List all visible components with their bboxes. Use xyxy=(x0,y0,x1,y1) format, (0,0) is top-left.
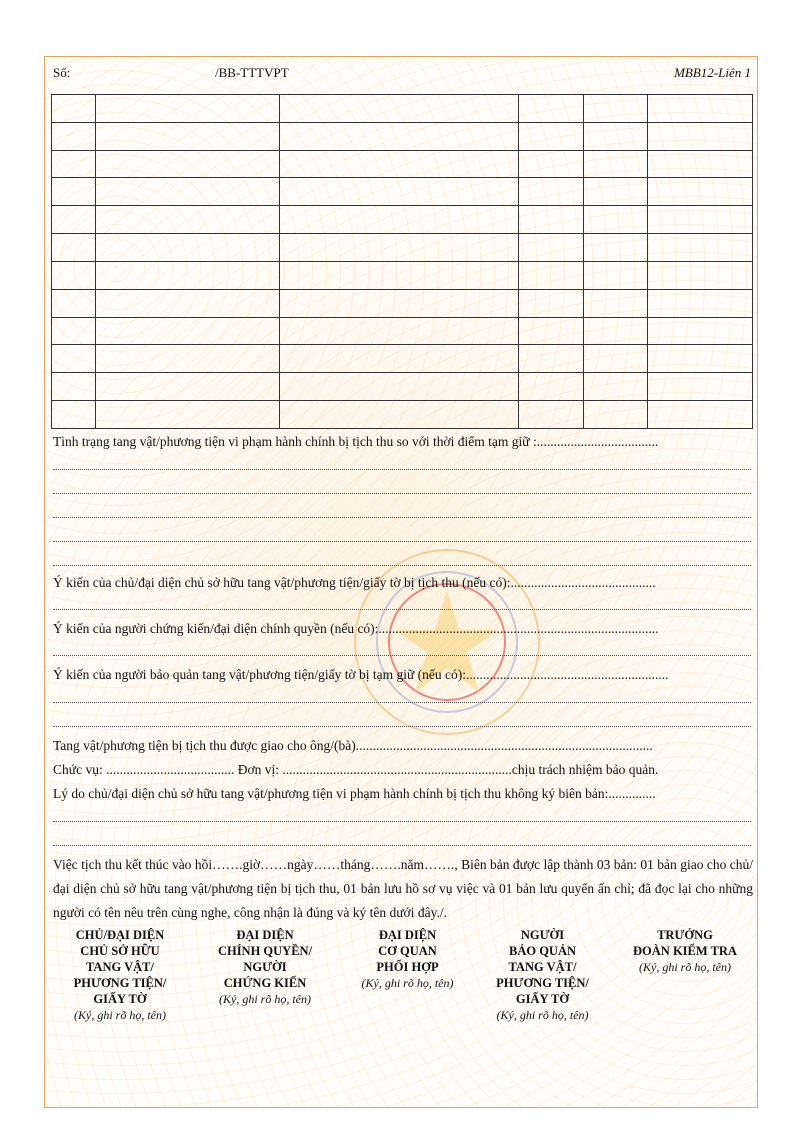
table-cell[interactable] xyxy=(584,373,648,401)
table-cell[interactable] xyxy=(648,401,753,429)
signature-note: (Ký, ghi rõ họ, tên) xyxy=(639,960,731,974)
signature-title-line: PHƯƠNG TIỆN/ xyxy=(496,976,589,990)
tinh-trang-field[interactable]: Tình trạng tang vật/phương tiện vi phạm hành chính bị tịch thu so với thời điểm tạm giữ :.................................... xyxy=(53,434,659,449)
signature-title-line: NGƯỜI xyxy=(243,960,287,974)
signature-title-line: NGƯỜI xyxy=(520,928,565,942)
table-cell[interactable] xyxy=(584,150,648,178)
table-cell[interactable] xyxy=(279,317,519,345)
tinh-trang-line[interactable] xyxy=(53,541,751,542)
table-cell[interactable] xyxy=(584,122,648,150)
table-row xyxy=(52,401,753,429)
y-kien-chu-field[interactable]: Ý kiến của chủ/đại diện chủ sở hữu tang vật/phương tiện/giấy tờ bị tịch thu (nếu có):........................................... xyxy=(53,575,656,590)
table-cell[interactable] xyxy=(519,95,584,123)
table-cell[interactable] xyxy=(519,122,584,150)
table-cell[interactable] xyxy=(519,345,584,373)
table-cell[interactable] xyxy=(648,95,753,123)
signature-title-line: PHỐI HỢP xyxy=(376,960,439,974)
signature-title-line: CHỦ/ĐẠI DIỆN xyxy=(75,928,165,942)
tinh-trang-line[interactable] xyxy=(53,493,751,494)
table-cell[interactable] xyxy=(279,206,519,234)
table-cell[interactable] xyxy=(519,289,584,317)
form-page xyxy=(44,56,758,1108)
table-cell[interactable] xyxy=(648,234,753,262)
table-cell[interactable] xyxy=(95,373,279,401)
table-cell[interactable] xyxy=(519,373,584,401)
signature-title-line: GIẤY TỜ xyxy=(515,992,570,1006)
y-kien-bao-quan-field[interactable]: Ý kiến của người bảo quản tang vật/phương tiện/giấy tờ bị tạm giữ (nếu có):............................................................ xyxy=(53,667,669,682)
table-cell[interactable] xyxy=(584,206,648,234)
ly-do-line[interactable] xyxy=(53,821,751,822)
table-cell[interactable] xyxy=(95,122,279,150)
table-cell[interactable] xyxy=(52,234,96,262)
tinh-trang-line[interactable] xyxy=(53,565,751,566)
giao-cho-field[interactable]: Tang vật/phương tiện bị tịch thu được giao cho ông/(bà)........................................................................................ xyxy=(53,738,653,753)
table-cell[interactable] xyxy=(584,289,648,317)
y-kien-chung-kien-line[interactable] xyxy=(53,655,751,656)
table-cell[interactable] xyxy=(279,178,519,206)
table-cell[interactable] xyxy=(519,150,584,178)
tinh-trang-line[interactable] xyxy=(53,469,751,470)
table-cell[interactable] xyxy=(648,206,753,234)
table-row xyxy=(52,95,753,123)
table-cell[interactable] xyxy=(279,261,519,289)
table-cell[interactable] xyxy=(52,122,96,150)
table-cell[interactable] xyxy=(519,261,584,289)
items-table xyxy=(51,94,753,429)
table-cell[interactable] xyxy=(52,317,96,345)
table-row xyxy=(52,289,753,317)
signature-block xyxy=(45,927,759,1037)
table-cell[interactable] xyxy=(279,401,519,429)
table-cell[interactable] xyxy=(52,373,96,401)
table-cell[interactable] xyxy=(584,234,648,262)
table-row xyxy=(52,261,753,289)
table-cell[interactable] xyxy=(519,206,584,234)
table-row xyxy=(52,234,753,262)
table-cell[interactable] xyxy=(279,150,519,178)
table-cell[interactable] xyxy=(648,150,753,178)
signature-title-line: ĐẠI DIỆN xyxy=(378,928,437,942)
table-cell[interactable] xyxy=(95,95,279,123)
table-row xyxy=(52,317,753,345)
ket-thuc-paragraph: Việc tịch thu kết thúc vào hồi…….giờ……ngày……tháng…….năm……., Biên bản được lập thành 03 bản: 01 bản giao cho chủ/đại diện chủ sở hữu tang vật/phương tiện bị tịch thu, 01 bản lưu hồ sơ vụ việc và 01 bản lưu quyển ấn chỉ; đã đọc lại cho những người có tên nêu trên cùng nghe, công nhận là đúng và ký tên dưới đây./. xyxy=(53,857,753,920)
table-cell[interactable] xyxy=(52,345,96,373)
table-cell[interactable] xyxy=(648,261,753,289)
table-cell[interactable] xyxy=(648,122,753,150)
signature-title-line: TRƯỞNG xyxy=(657,928,713,942)
table-cell[interactable] xyxy=(584,317,648,345)
table-cell[interactable] xyxy=(584,95,648,123)
table-row xyxy=(52,150,753,178)
signature-title-line: ĐẠI DIỆN xyxy=(236,928,294,942)
signature-title-line: CHỦ SỞ HỮU xyxy=(80,944,160,958)
table-cell[interactable] xyxy=(52,401,96,429)
signature-title-line: ĐOÀN KIỂM TRA xyxy=(633,944,737,958)
signature-custodian[interactable] xyxy=(475,927,610,1023)
signature-title-line: TANG VẬT/ xyxy=(508,960,577,974)
table-row xyxy=(52,122,753,150)
table-cell[interactable] xyxy=(52,95,96,123)
table-row xyxy=(52,345,753,373)
table-cell[interactable] xyxy=(95,178,279,206)
signature-note: (Ký, ghi rõ họ, tên) xyxy=(74,1008,166,1022)
table-cell[interactable] xyxy=(279,95,519,123)
table-cell[interactable] xyxy=(95,289,279,317)
table-cell[interactable] xyxy=(584,178,648,206)
table-row xyxy=(52,373,753,401)
table-cell[interactable] xyxy=(519,234,584,262)
signature-title-line: CHÍNH QUYỀN/ xyxy=(217,944,313,958)
ly-do-field[interactable]: Lý do chủ/đại diện chủ sở hữu tang vật/phương tiện vi phạm hành chính bị tịch thu không ký biên bản:.............. xyxy=(53,786,656,801)
table-cell[interactable] xyxy=(95,150,279,178)
form-code: MBB12-Liên 1 xyxy=(674,65,751,80)
emblem-watermark-icon xyxy=(347,542,547,742)
table-cell[interactable] xyxy=(519,317,584,345)
table-cell[interactable] xyxy=(279,122,519,150)
y-kien-bao-quan-line[interactable] xyxy=(53,726,751,727)
signature-note: (Ký, ghi rõ họ, tên) xyxy=(496,1008,589,1022)
table-row xyxy=(52,178,753,206)
signature-title-line: BẢO QUẢN xyxy=(508,944,577,958)
signature-witness[interactable] xyxy=(195,927,335,1007)
signature-title-line: GIẤY TỜ xyxy=(93,992,147,1006)
ly-do-line[interactable] xyxy=(53,845,751,846)
document-number-suffix: /BB-TTTVPT xyxy=(215,65,289,80)
table-cell[interactable] xyxy=(648,178,753,206)
table-cell[interactable] xyxy=(584,345,648,373)
table-cell[interactable] xyxy=(52,206,96,234)
signature-note: (Ký, ghi rõ họ, tên) xyxy=(361,976,454,990)
y-kien-chung-kien-field[interactable]: Ý kiến của người chứng kiến/đại diện chính quyền (nếu có):................................................................................... xyxy=(53,621,659,636)
table-cell[interactable] xyxy=(279,289,519,317)
table-cell[interactable] xyxy=(648,345,753,373)
table-cell[interactable] xyxy=(52,150,96,178)
table-cell[interactable] xyxy=(519,401,584,429)
table-cell[interactable] xyxy=(279,345,519,373)
table-cell[interactable] xyxy=(95,206,279,234)
signature-note: (Ký, ghi rõ họ, tên) xyxy=(219,992,311,1006)
document-number-label: Số: xyxy=(53,65,71,80)
table-cell[interactable] xyxy=(52,261,96,289)
signature-title-line: CƠ QUAN xyxy=(378,944,437,958)
table-cell[interactable] xyxy=(584,261,648,289)
table-cell[interactable] xyxy=(648,317,753,345)
signature-inspection-head[interactable] xyxy=(615,927,755,975)
chuc-vu-field[interactable]: Chức vụ: ...................................... Đơn vị: ....................................................................chịu trách nhiệm bảo quản. xyxy=(53,762,659,777)
table-cell[interactable] xyxy=(584,401,648,429)
signature-agency[interactable] xyxy=(345,927,470,991)
signature-title-line: PHƯƠNG TIỆN/ xyxy=(73,976,167,990)
table-cell[interactable] xyxy=(648,289,753,317)
table-cell[interactable] xyxy=(279,373,519,401)
table-cell[interactable] xyxy=(95,401,279,429)
table-cell[interactable] xyxy=(52,289,96,317)
table-cell[interactable] xyxy=(519,178,584,206)
signature-title-line: CHỨNG KIẾN xyxy=(223,976,307,990)
y-kien-chu-line[interactable] xyxy=(53,609,751,610)
table-cell[interactable] xyxy=(279,234,519,262)
table-row xyxy=(52,206,753,234)
table-cell[interactable] xyxy=(95,234,279,262)
signature-owner[interactable] xyxy=(55,927,185,1023)
tinh-trang-line[interactable] xyxy=(53,517,751,518)
signature-title-line: TANG VẬT/ xyxy=(86,960,154,974)
table-cell[interactable] xyxy=(95,345,279,373)
table-cell[interactable] xyxy=(95,317,279,345)
table-cell[interactable] xyxy=(52,178,96,206)
table-cell[interactable] xyxy=(648,373,753,401)
table-cell[interactable] xyxy=(95,261,279,289)
y-kien-bao-quan-line[interactable] xyxy=(53,702,751,703)
